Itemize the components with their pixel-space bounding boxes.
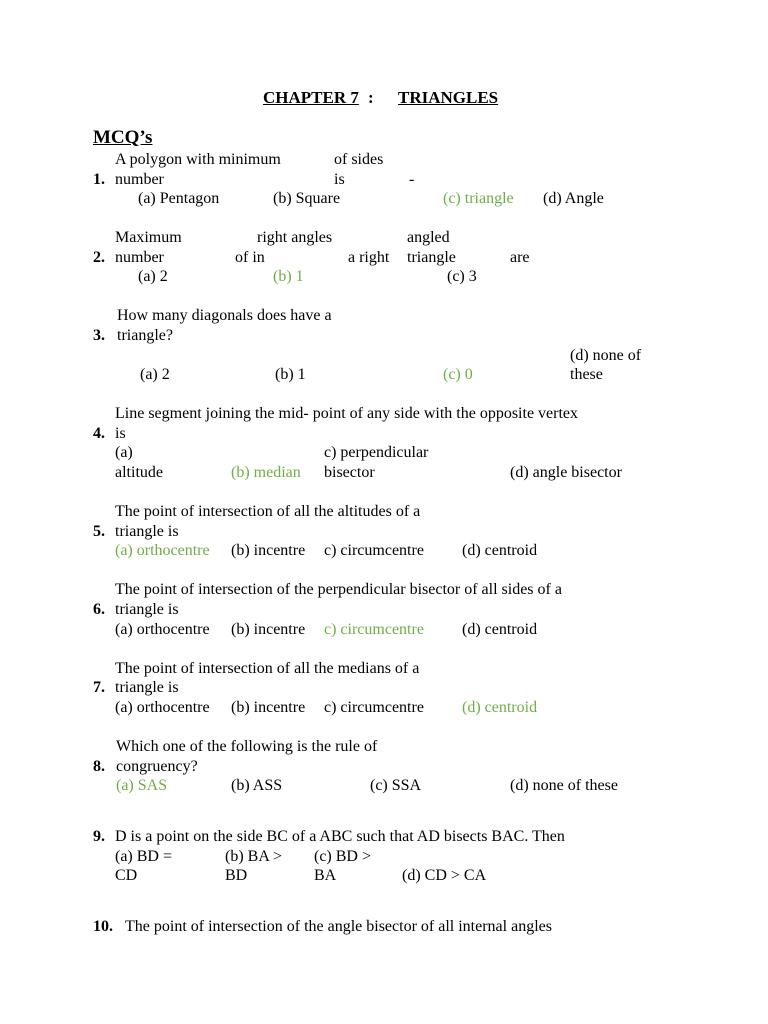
- q1-text-5: -: [409, 171, 415, 188]
- q6-text-2: triangle is: [115, 601, 179, 618]
- q5-option-a-answer: (a) orthocentre: [115, 542, 210, 559]
- q5-option-d: (d) centroid: [462, 542, 538, 559]
- q6-text-1: The point of intersection of the perpendicular bisector of all sides of a: [115, 581, 562, 598]
- q4-option-c-line1: c) perpendicular: [324, 444, 429, 461]
- chapter-title: TRIANGLES: [398, 88, 499, 107]
- q2-text-5: of in: [235, 249, 265, 266]
- q7-option-d-answer: (d) centroid: [462, 699, 538, 716]
- q9-number: 9.: [93, 828, 105, 845]
- q2-option-c: (c) 3: [447, 268, 477, 285]
- q6-option-d: (d) centroid: [462, 621, 538, 638]
- q8-text-2: congruency?: [116, 758, 198, 775]
- q2-option-b-answer: (b) 1: [273, 268, 304, 285]
- q2-text-1: Maximum: [115, 229, 182, 246]
- q5-option-b: (b) incentre: [231, 542, 306, 559]
- q2-text-6: a right: [348, 249, 390, 266]
- q6-option-a: (a) orthocentre: [115, 621, 210, 638]
- q4-option-b-answer: (b) median: [231, 464, 301, 481]
- q5-number: 5.: [93, 523, 105, 540]
- q3-option-d-line1: (d) none of: [570, 347, 642, 364]
- q2-text-7: triangle: [407, 249, 456, 266]
- q3-number: 3.: [93, 327, 105, 344]
- q7-text-2: triangle is: [115, 679, 179, 696]
- chapter-label: CHAPTER 7: [263, 88, 359, 107]
- q4-option-a-line2: altitude: [115, 464, 163, 481]
- q8-option-b: (b) ASS: [231, 777, 283, 794]
- q9-option-a-line1: (a) BD =: [115, 848, 173, 865]
- q2-text-8: are: [510, 249, 530, 266]
- q9-option-b-line1: (b) BA >: [225, 848, 283, 865]
- q3-option-c-answer: (c) 0: [443, 366, 473, 383]
- q3-text-2: triangle?: [117, 327, 173, 344]
- q9-option-c-line2: BA: [314, 867, 337, 884]
- q8-text-1: Which one of the following is the rule of: [116, 738, 378, 755]
- q4-option-a-line1: (a): [115, 444, 133, 461]
- section-heading: MCQ’s: [93, 127, 153, 148]
- q1-number: 1.: [93, 171, 105, 188]
- chapter-colon: :: [368, 88, 374, 107]
- q6-option-b: (b) incentre: [231, 621, 306, 638]
- q5-text-1: The point of intersection of all the altitudes of a: [115, 503, 421, 520]
- q4-text-2: is: [115, 425, 126, 442]
- q1-option-b: (b) Square: [273, 190, 341, 207]
- q2-text-3: angled: [407, 229, 450, 246]
- q7-option-b: (b) incentre: [231, 699, 306, 716]
- q10-text: The point of intersection of the angle bisector of all internal angles: [125, 918, 552, 935]
- q3-text-1: How many diagonals does have a: [117, 307, 332, 324]
- q4-option-c-line2: bisector: [324, 464, 375, 481]
- q1-text-4: is: [334, 171, 345, 188]
- q9-option-b-line2: BD: [225, 867, 248, 884]
- q1-option-d: (d) Angle: [543, 190, 604, 207]
- q1-text-3: number: [115, 171, 164, 188]
- q7-number: 7.: [93, 679, 105, 696]
- q7-option-c: c) circumcentre: [324, 699, 424, 716]
- q4-text-1: Line segment joining the mid- point of any side with the opposite vertex: [115, 405, 579, 422]
- q3-option-a: (a) 2: [140, 366, 170, 383]
- q9-option-c-line1: (c) BD >: [314, 848, 372, 865]
- q2-option-a: (a) 2: [138, 268, 168, 285]
- q8-number: 8.: [93, 758, 105, 775]
- q8-option-c: (c) SSA: [370, 777, 422, 794]
- q3-option-b: (b) 1: [275, 366, 306, 383]
- q7-option-a: (a) orthocentre: [115, 699, 210, 716]
- q9-option-a-line2: CD: [115, 867, 138, 884]
- q5-text-2: triangle is: [115, 523, 179, 540]
- q1-text-1: A polygon with minimum: [115, 151, 281, 168]
- q6-number: 6.: [93, 601, 105, 618]
- q5-option-c: c) circumcentre: [324, 542, 424, 559]
- q2-text-2: right angles: [257, 229, 333, 246]
- q2-text-4: number: [115, 249, 164, 266]
- q4-number: 4.: [93, 425, 105, 442]
- q8-option-d: (d) none of these: [510, 777, 618, 794]
- q3-option-d-line2: these: [570, 366, 603, 383]
- q9-option-d: (d) CD > CA: [402, 867, 487, 884]
- q9-text: D is a point on the side BC of a ABC such that AD bisects BAC. Then: [115, 828, 565, 845]
- q10-number: 10.: [93, 918, 113, 935]
- q2-number: 2.: [93, 249, 105, 266]
- q4-option-d: (d) angle bisector: [510, 464, 622, 481]
- q8-option-a-answer: (a) SAS: [116, 777, 168, 794]
- q1-text-2: of sides: [334, 151, 384, 168]
- q1-option-a: (a) Pentagon: [138, 190, 220, 207]
- q7-text-1: The point of intersection of all the medians of a: [115, 660, 420, 677]
- q6-option-c-answer: c) circumcentre: [324, 621, 424, 638]
- q1-option-c-answer: (c) triangle: [443, 190, 514, 207]
